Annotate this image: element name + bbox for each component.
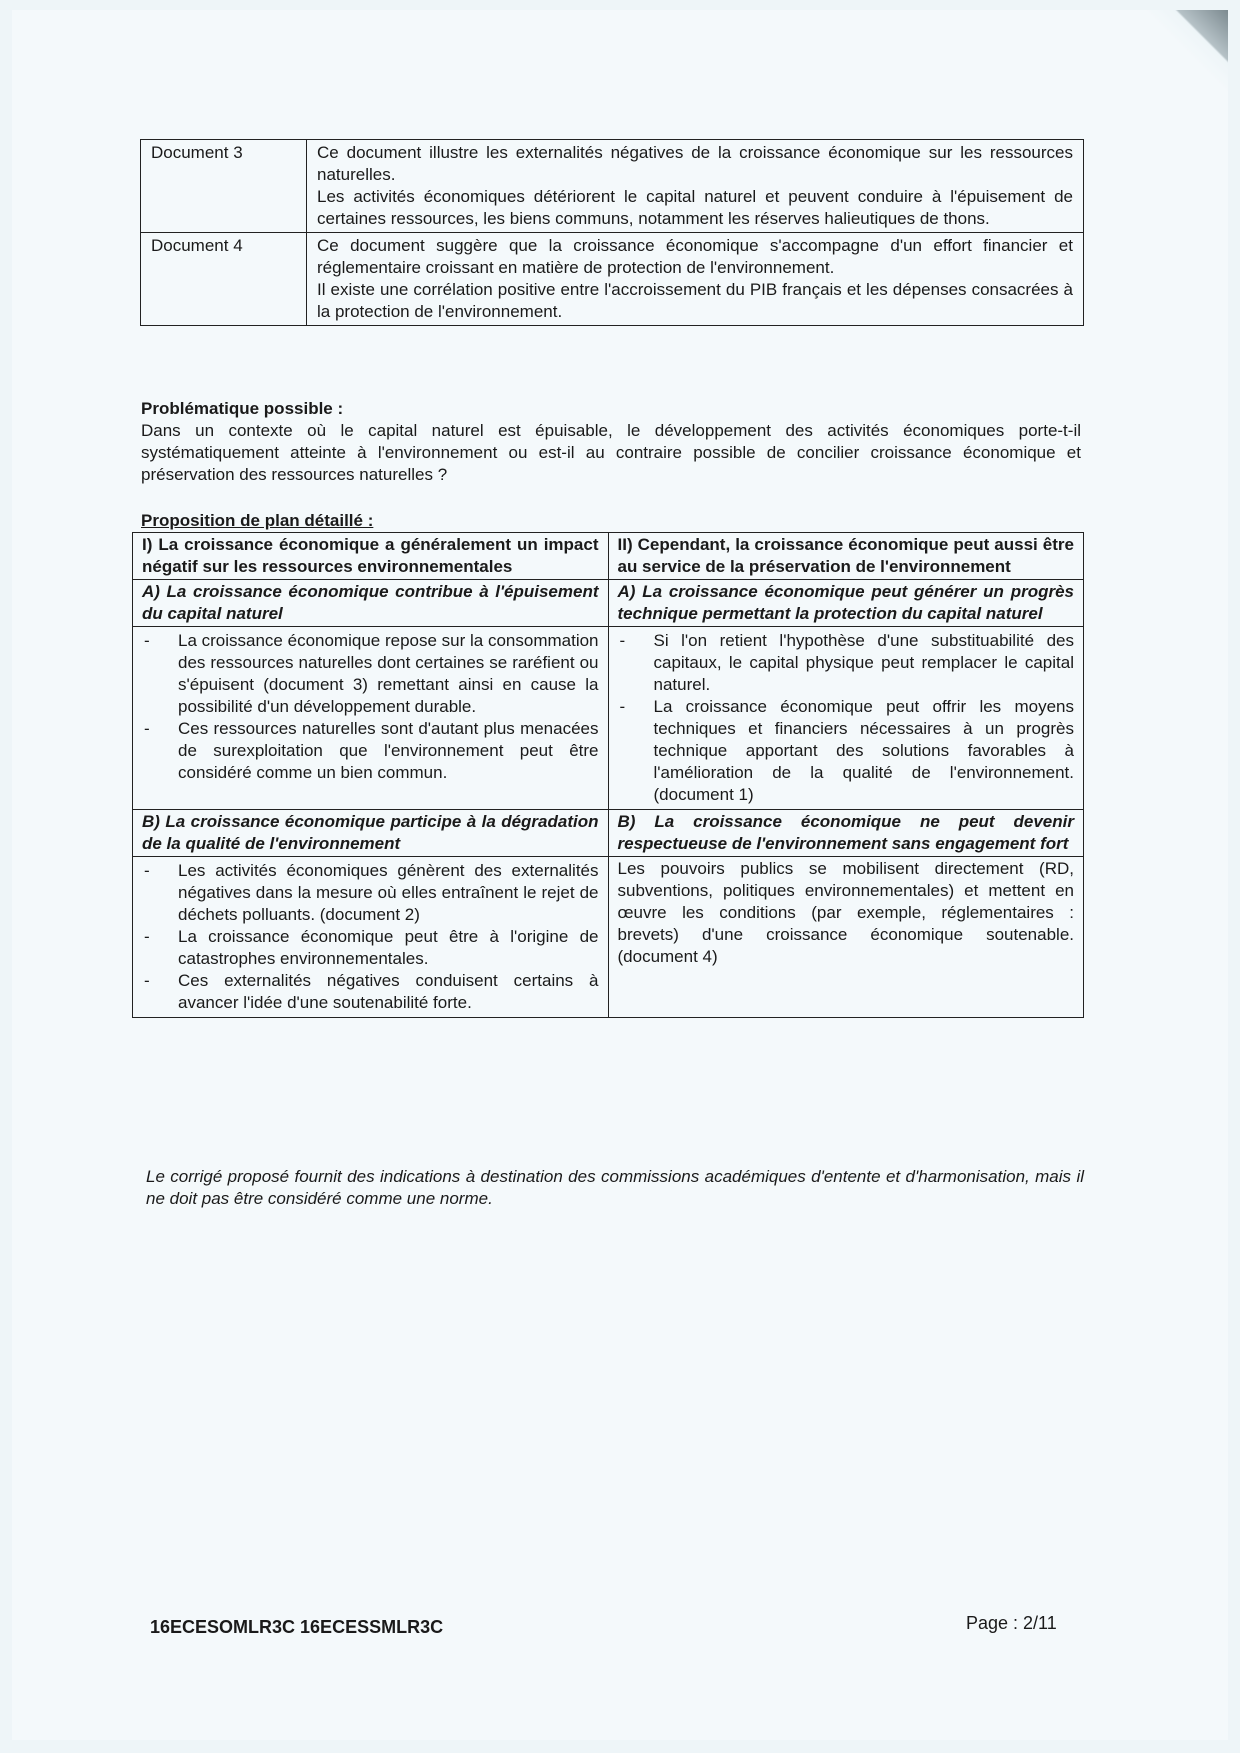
description-line: Ce document suggère que la croissance économique s'accompagne d'un effort financier et réglementaire croissant en matière de protection de l'environnement. [317, 236, 1073, 277]
problematique-section [141, 398, 1081, 486]
page-number: Page : 2/11 [966, 1613, 1057, 1633]
part1-subtitle-b: B) La croissance économique participe à la dégradation de la qualité de l'environnement [133, 810, 609, 857]
bullet-list [142, 860, 599, 1014]
description-line: Il existe une corrélation positive entre l'accroissement du PIB français et les dépenses consacrées à la protection de l'environnement. [317, 280, 1073, 321]
part2-subtitle-a: A) La croissance économique peut générer un progrès technique permettant la protection du capital naturel [608, 580, 1084, 627]
list-item: - Ces ressources naturelles sont d'autant plus menacées de surexploitation que l'environnement peut être considéré comme un bien commun. [142, 718, 599, 784]
table-row [133, 533, 1084, 580]
part1-b-content [133, 857, 609, 1018]
list-item: - Les activités économiques génèrent des externalités négatives dans la mesure où elles entraînent le rejet de déchets polluants. (document 2) [142, 860, 599, 926]
bullet-list [618, 630, 1075, 806]
document-label: Document 3 [141, 140, 307, 233]
list-item: - La croissance économique peut offrir les moyens techniques et financiers nécessaires à un progrès technique apportant des solutions favorables à l'amélioration de la qualité de l'environnement. (document 1) [618, 696, 1075, 806]
part2-a-content [608, 627, 1084, 810]
folded-corner [1088, 10, 1228, 150]
part1-a-content [133, 627, 609, 810]
disclaimer-note: Le corrigé proposé fournit des indications à destination des commissions académiques d'entente et d'harmonisation, mais il ne doit pas être considéré comme une norme. [146, 1167, 1084, 1208]
table-row [141, 140, 1084, 233]
bullet-list [142, 630, 599, 784]
part1-subtitle-a: A) La croissance économique contribue à l'épuisement du capital naturel [133, 580, 609, 627]
documents-table [140, 139, 1084, 326]
document-description [307, 233, 1084, 326]
document-label: Document 4 [141, 233, 307, 326]
plan-table [132, 532, 1084, 1018]
part2-b-content [608, 857, 1084, 1018]
description-line: Les activités économiques détériorent le capital naturel et peuvent conduire à l'épuisement de certaines ressources, les biens communs, notamment les réserves halieutiques de thons. [317, 187, 1073, 228]
part2-b-text: Les pouvoirs publics se mobilisent directement (RD, subventions, politiques environnementales) et mettent en œuvre les conditions (par exemple, réglementaires : brevets) d'une croissance économique soutenable. (document 4) [617, 859, 1074, 966]
table-row [133, 580, 1084, 627]
list-item: - Ces externalités négatives conduisent certains à avancer l'idée d'une soutenabilité forte. [142, 970, 599, 1014]
part2-title: II) Cependant, la croissance économique peut aussi être au service de la préservation de l'environnement [608, 533, 1084, 580]
part2-subtitle-b: B) La croissance économique ne peut devenir respectueuse de l'environnement sans engagement fort [608, 810, 1084, 857]
problematique-title: Problématique possible : [141, 399, 344, 418]
table-row [133, 810, 1084, 857]
table-row [133, 857, 1084, 1018]
table-row [133, 627, 1084, 810]
part1-title: I) La croissance économique a généralement un impact négatif sur les ressources environnementales [133, 533, 609, 580]
exam-code: 16ECESOMLR3C 16ECESSMLR3C [150, 1617, 444, 1637]
problematique-text: Dans un contexte où le capital naturel est épuisable, le développement des activités économiques porte-t-il systématiquement atteinte à l'environnement ou est-il au contraire possible de concilier croissance économique et préservation des ressources naturelles ? [141, 421, 1081, 484]
list-item: - La croissance économique repose sur la consommation des ressources naturelles dont certaines se raréfient ou s'épuisent (document 3) remettant ainsi en cause la possibilité d'un développement durable. [142, 630, 599, 718]
plan-title: Proposition de plan détaillé : [141, 511, 374, 530]
document-description [307, 140, 1084, 233]
description-line: Ce document illustre les externalités négatives de la croissance économique sur les ressources naturelles. [317, 143, 1073, 184]
list-item: - La croissance économique peut être à l'origine de catastrophes environnementales. [142, 926, 599, 970]
table-row [141, 233, 1084, 326]
list-item: - Si l'on retient l'hypothèse d'une substituabilité des capitaux, le capital physique peut remplacer le capital naturel. [618, 630, 1075, 696]
